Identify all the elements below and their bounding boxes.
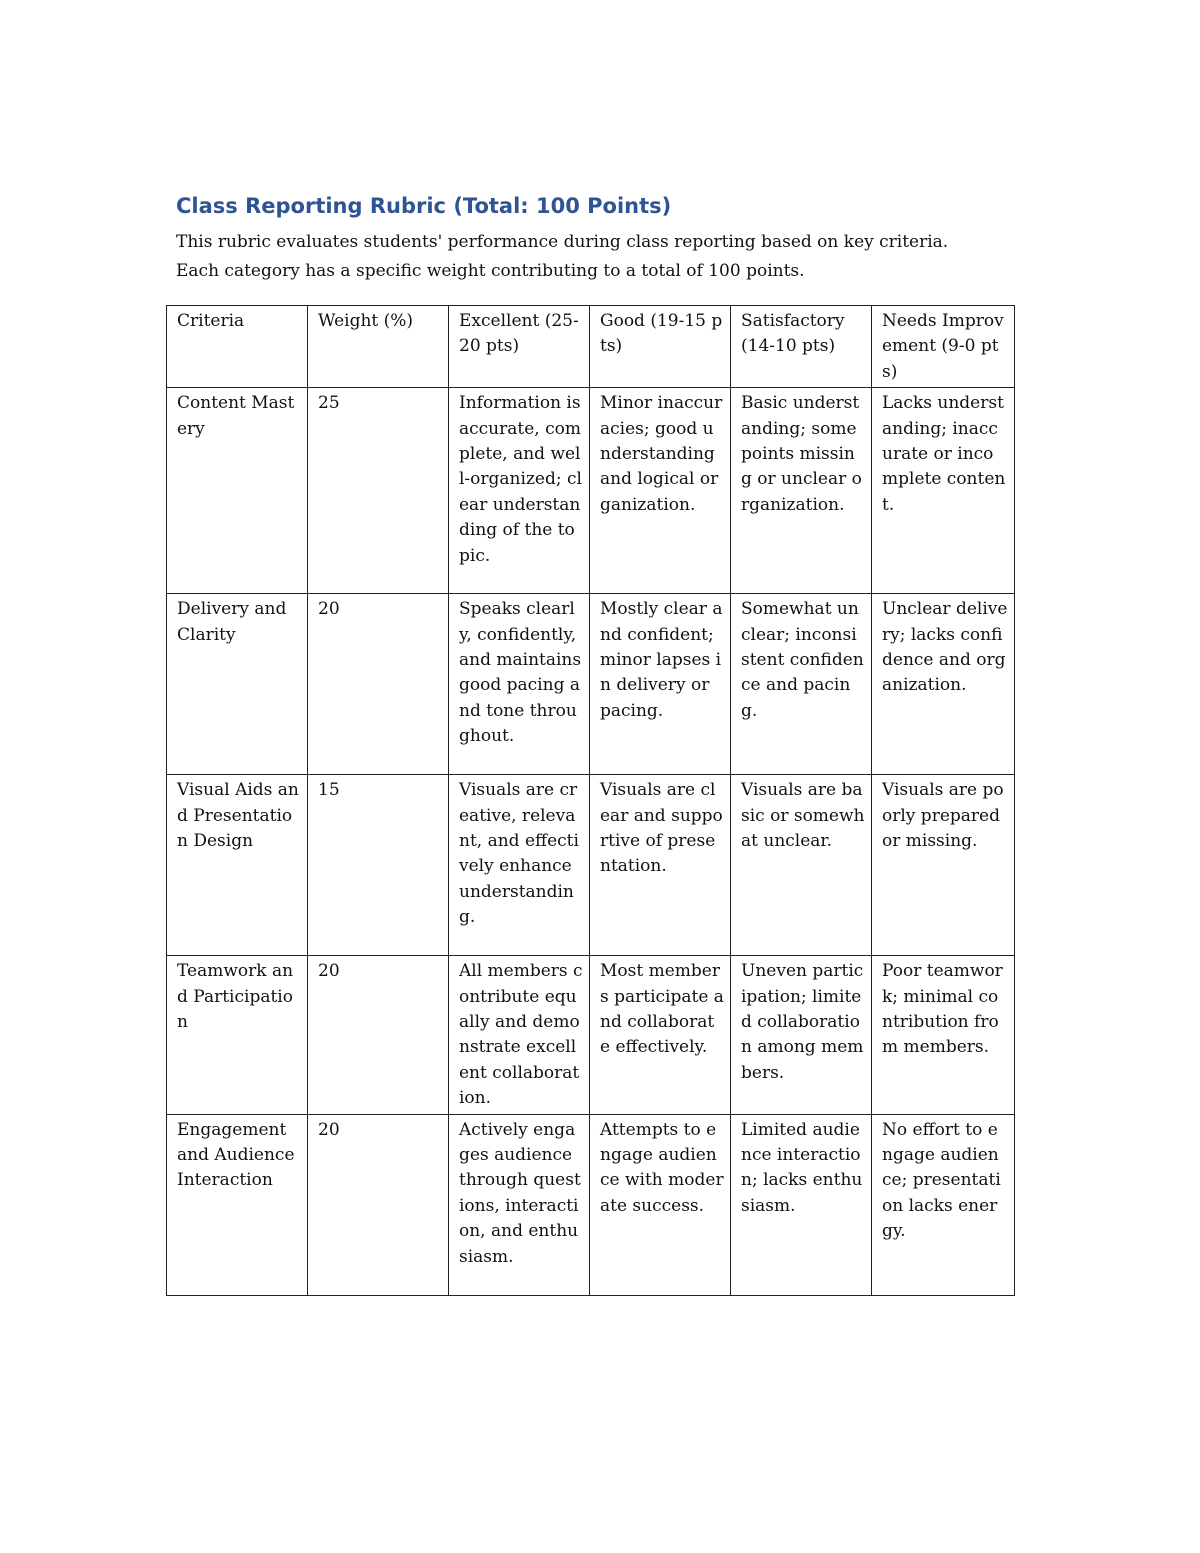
header-criteria: Criteria <box>167 306 308 388</box>
needs-improvement-cell: Lacks understanding; inaccurate or incomplete content. <box>872 388 1015 594</box>
needs-improvement-cell: Unclear delivery; lacks confidence and organization. <box>872 594 1015 775</box>
needs-improvement-cell: Poor teamwork; minimal contribution from members. <box>872 956 1015 1114</box>
excellent-cell: Visuals are creative, relevant, and effectively enhance understanding. <box>449 775 590 956</box>
header-satisfactory: Satisfactory (14-10 pts) <box>731 306 872 388</box>
header-good: Good (19-15 pts) <box>590 306 731 388</box>
intro-paragraph <box>176 228 1026 286</box>
table-row <box>167 775 1015 956</box>
criteria-cell: Delivery and Clarity <box>167 594 308 775</box>
good-cell: Visuals are clear and supportive of presentation. <box>590 775 731 956</box>
satisfactory-cell: Limited audience interaction; lacks enthusiasm. <box>731 1114 872 1295</box>
table-row <box>167 594 1015 775</box>
weight-cell: 20 <box>308 594 449 775</box>
header-needs-improvement: Needs Improvement (9-0 pts) <box>872 306 1015 388</box>
satisfactory-cell: Visuals are basic or somewhat unclear. <box>731 775 872 956</box>
rubric-table <box>166 305 1015 1296</box>
intro-line: Each category has a specific weight contributing to a total of 100 points. <box>176 261 805 281</box>
good-cell: Attempts to engage audience with moderate success. <box>590 1114 731 1295</box>
good-cell: Most members participate and collaborate effectively. <box>590 956 731 1114</box>
good-cell: Minor inaccuracies; good understanding and logical organization. <box>590 388 731 594</box>
excellent-cell: Speaks clearly, confidently, and maintains good pacing and tone throughout. <box>449 594 590 775</box>
excellent-cell: Actively engages audience through questions, interaction, and enthusiasm. <box>449 1114 590 1295</box>
good-cell: Mostly clear and confident; minor lapses in delivery or pacing. <box>590 594 731 775</box>
table-row <box>167 1114 1015 1295</box>
criteria-cell: Engagement and Audience Interaction <box>167 1114 308 1295</box>
criteria-cell: Visual Aids and Presentation Design <box>167 775 308 956</box>
intro-line: This rubric evaluates students' performance during class reporting based on key criteria. <box>176 232 949 252</box>
satisfactory-cell: Somewhat unclear; inconsistent confidence and pacing. <box>731 594 872 775</box>
weight-cell: 15 <box>308 775 449 956</box>
document-title: Class Reporting Rubric (Total: 100 Points) <box>176 194 672 218</box>
satisfactory-cell: Uneven participation; limited collaboration among members. <box>731 956 872 1114</box>
excellent-cell: All members contribute equally and demonstrate excellent collaboration. <box>449 956 590 1114</box>
needs-improvement-cell: No effort to engage audience; presentation lacks energy. <box>872 1114 1015 1295</box>
criteria-cell: Content Mastery <box>167 388 308 594</box>
satisfactory-cell: Basic understanding; some points missing or unclear organization. <box>731 388 872 594</box>
weight-cell: 25 <box>308 388 449 594</box>
criteria-cell: Teamwork and Participation <box>167 956 308 1114</box>
table-row <box>167 388 1015 594</box>
header-excellent: Excellent (25-20 pts) <box>449 306 590 388</box>
header-weight: Weight (%) <box>308 306 449 388</box>
weight-cell: 20 <box>308 956 449 1114</box>
needs-improvement-cell: Visuals are poorly prepared or missing. <box>872 775 1015 956</box>
table-header-row <box>167 306 1015 388</box>
excellent-cell: Information is accurate, complete, and well-organized; clear understanding of the topic. <box>449 388 590 594</box>
weight-cell: 20 <box>308 1114 449 1295</box>
table-row <box>167 956 1015 1114</box>
